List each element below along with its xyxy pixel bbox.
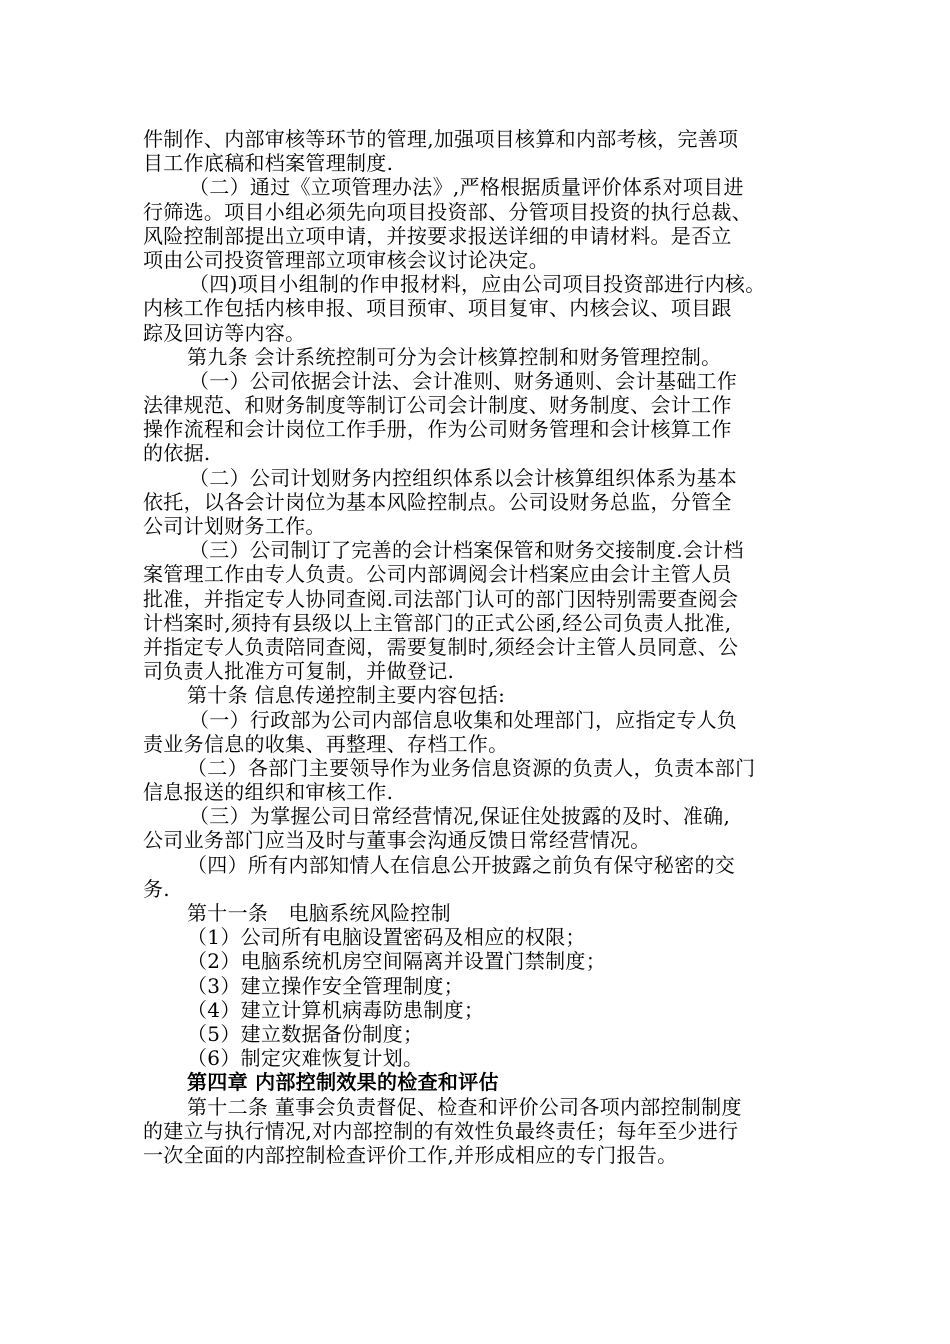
article-heading: 第九条 会计系统控制可分为会计核算控制和财务管理控制。 <box>187 344 722 369</box>
text-line: （二）通过《立项管理办法》,严格根据质量评价体系对项目进 <box>189 175 744 200</box>
article-heading: 第十二条 董事会负责督促、检查和评价公司各项内部控制制度 <box>187 1094 742 1119</box>
list-item: （4）建立计算机病毒防患制度； <box>187 997 485 1022</box>
text-line: 行筛选。项目小组必须先向项目投资部、分管项目投资的执行总裁、 <box>143 199 752 224</box>
list-item: （2）电脑系统机房空间隔离并设置门禁制度； <box>187 949 607 974</box>
text-line: 内核工作包括内核申报、项目预审、项目复审、内核会议、项目跟 <box>143 296 732 321</box>
text-line: 件制作、内部审核等环节的管理,加强项目核算和内部考核，完善项 <box>143 127 739 151</box>
text-line: （二）公司计划财务内控组织体系以会计核算组织体系为基本 <box>189 465 738 490</box>
text-line: （四）所有内部知情人在信息公开披露之前负有保守秘密的交 <box>187 852 736 877</box>
text-line: 公司计划财务工作。 <box>143 514 326 538</box>
text-line: 计档案时,须持有县级以上主管部门的正式公函,经公司负责人批准, <box>143 610 732 635</box>
list-item: （3）建立操作安全管理制度； <box>187 973 464 998</box>
text-line: 公司业务部门应当及时与董事会沟通反馈日常经营情况。 <box>143 828 651 853</box>
text-line: 案管理工作由专人负责。公司内部调阅会计档案应由会计主管人员 <box>143 562 732 587</box>
document-body <box>143 127 823 1167</box>
text-line: 司负责人批准方可复制，并做登记. <box>143 659 455 684</box>
text-line: 风险控制部提出立项申请，并按要求报送详细的申请材料。是否立 <box>143 223 732 248</box>
text-line: （一）行政部为公司内部信息收集和处理部门，应指定专人负 <box>189 707 738 732</box>
text-line: 责业务信息的收集、再整理、存档工作。 <box>143 731 509 756</box>
text-line: 的建立与执行情况,对内部控制的有效性负最终责任；每年至少进行 <box>143 1118 739 1143</box>
text-line: 批准，并指定专人协同查阅.司法部门认可的部门因特别需要查阅会 <box>143 586 739 611</box>
text-line: 一次全面的内部控制检查评价工作,并形成相应的专门报告。 <box>143 1142 678 1167</box>
chapter-heading: 第四章 内部控制效果的检查和评估 <box>187 1070 499 1095</box>
text-line: （三）公司制订了完善的会计档案保管和财务交接制度.会计档 <box>189 538 744 563</box>
text-line: （一）公司依据会计法、会计准则、财务通则、会计基础工作 <box>189 368 738 393</box>
list-item: （5）建立数据备份制度； <box>187 1021 424 1046</box>
text-line: 的依据. <box>143 441 211 466</box>
list-item: （1）公司所有电脑设置密码及相应的权限； <box>187 925 586 950</box>
text-line: 项由公司投资管理部立项审核会议讨论决定。 <box>143 247 549 272</box>
text-line: （二）各部门主要领导作为业务信息资源的负责人，负责本部门 <box>187 755 756 780</box>
text-line: 信息报送的组织和审核工作. <box>143 780 394 805</box>
article-heading: 第十一条 电脑系统风险控制 <box>187 901 451 925</box>
text-line: 法律规范、和财务制度等制订公司会计制度、财务制度、会计工作 <box>143 393 732 418</box>
text-line: （四)项目小组制的作申报材料，应由公司项目投资部进行内核。 <box>189 272 766 297</box>
text-line: 依托，以各会计岗位为基本风险控制点。公司设财务总监，分管全 <box>143 489 732 514</box>
text-line: 并指定专人负责陪同查阅，需要复制时,须经会计主管人员同意、公 <box>143 634 739 659</box>
text-line: （三）为掌握公司日常经营情况,保证住处披露的及时、准确, <box>189 804 731 829</box>
article-heading: 第十条 信息传递控制主要内容包括: <box>187 683 506 708</box>
text-line: 操作流程和会计岗位工作手册，作为公司财务管理和会计核算工作 <box>143 417 732 442</box>
text-line: 务. <box>143 876 170 901</box>
list-item: （6）制定灾难恢复计划。 <box>187 1046 424 1071</box>
text-line: 目工作底稿和档案管理制度. <box>143 151 394 176</box>
text-line: 踪及回访等内容。 <box>143 320 306 345</box>
